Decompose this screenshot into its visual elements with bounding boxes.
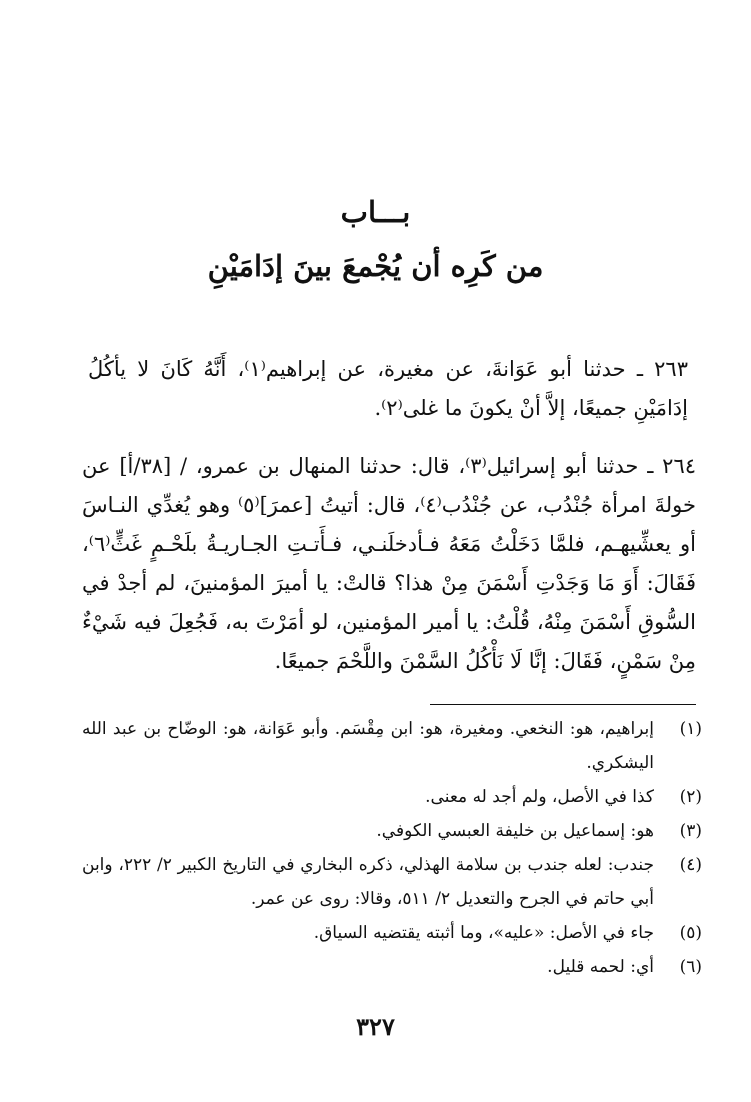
footnote-text: جاء في الأصل: «عليه»، وما أثبته يقتضيه السياق. [313,923,654,943]
hadith-number: ٢٦٣ ـ [636,357,688,381]
footnote-number: (٦) [679,957,702,977]
footnote-text: هو: إسماعيل بن خليفة العبسي الكوفي. [376,821,654,841]
footnote-text: إبراهيم، هو: النخعي. ومغيرة، هو: ابن مِقْسَم. وأبو عَوَانة، هو: الوضّاح بن عبد الله اليشكري. [82,719,654,773]
footnote [82,712,702,780]
footnote-divider [430,704,696,705]
page-number: ٣٢٧ [356,1012,395,1041]
hadith-263 [88,350,688,428]
footnote [82,950,702,984]
footnote [82,916,702,950]
chapter-label: بـــاب [340,195,411,229]
footnote-text: جندب: لعله جندب بن سلامة الهذلي، ذكره البخاري في التاريخ الكبير ٢/ ٢٢٢، وابن أبي حاتم في الجرح والتعديل ٢/ ٥١١، وقالا: روى عن عمر. [82,855,655,909]
hadith-text: حدثنا أبو عَوَانةَ، عن مغيرة، عن إبراهيم⁽١⁾، أَنَّهُ كَانَ لا يأكُلُ إدَامَيْنِ جميعًا، إلاَّ أنْ يكونَ ما غلى⁽٢⁾. [88,357,688,420]
footnote-number: (٢) [679,787,702,807]
footnote-number: (٤) [679,855,702,875]
footnote-text: أي: لحمه قليل. [547,957,654,977]
footnote [82,848,702,916]
footnotes [82,712,702,984]
footnote-number: (١) [679,719,702,739]
hadith-264 [82,447,696,681]
footnote-number: (٥) [679,923,702,943]
footnote [82,780,702,814]
hadith-number: ٢٦٤ ـ [647,454,697,478]
footnote-number: (٣) [679,821,702,841]
chapter-title: من كَرِه أن يُجْمعَ بينَ إدَامَيْنِ [207,249,544,283]
hadith-text: حدثنا أبو إسرائيل⁽٣⁾، قال: حدثنا المنهال بن عمرو، / [٣٨/أ] عن خولةَ امرأة جُنْدُب، عن جُنْدُب⁽٤⁾، قال: أتيتُ [عمرَ]⁽٥⁾ وهو يُغدِّي النـاسَ أو يعشِّيهـم، فلمَّا دَخَلْتُ مَعَهُ فـأدخلَنـي، فـأَتـتِ الجـاريـةُ بلَحْـمٍ غَثٍّ⁽٦⁾، فَقَالَ: أَوَ مَا وَجَدْتِ أَسْمَنَ مِنْ هذا؟ قالتْ: يا أميرَ المؤمنينَ، لم أجدْ في السُّوقِ أَسْمَنَ مِنْهُ، قُلْتُ: يا أمير المؤمنين، لو أمَرْتَ به، فَجُعِلَ فيه شَيْءٌ مِنْ سَمْنٍ، فَقَالَ: إنَّا لَا نَأْكُلُ السَّمْنَ واللَّحْمَ جميعًا. [82,454,696,673]
footnote-text: كذا في الأصل، ولم أجد له معنى. [425,787,654,807]
footnote [82,814,702,848]
